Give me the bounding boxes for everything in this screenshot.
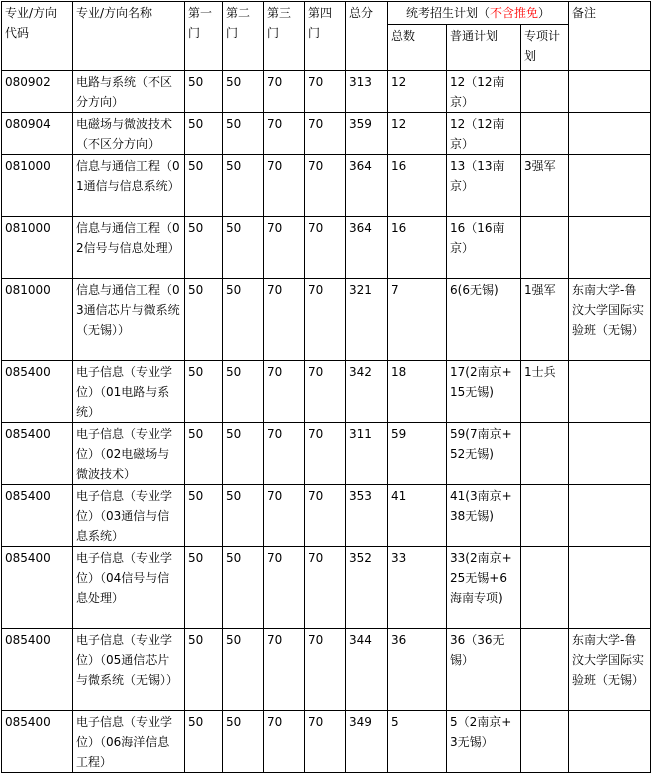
cell-plan-total: 33 <box>388 547 447 629</box>
cell-subject-4: 70 <box>305 113 346 155</box>
cell-subject-1: 50 <box>185 361 223 423</box>
admission-table <box>1 1 651 773</box>
cell-subject-1: 50 <box>185 711 223 773</box>
cell-plan-special <box>521 711 569 773</box>
cell-subject-3: 70 <box>264 113 305 155</box>
cell-subject-4: 70 <box>305 155 346 217</box>
cell-plan-regular: 13（13南京） <box>447 155 521 217</box>
cell-plan-special <box>521 113 569 155</box>
cell-name: 信息与通信工程（01通信与信息系统） <box>73 155 185 217</box>
cell-subject-2: 50 <box>223 629 264 711</box>
cell-subject-4: 70 <box>305 711 346 773</box>
cell-plan-total: 5 <box>388 711 447 773</box>
cell-subject-2: 50 <box>223 155 264 217</box>
table-row <box>2 711 651 773</box>
header-plan-red-text: 不含推免 <box>490 6 539 20</box>
cell-name: 电路与系统（不区分方向） <box>73 71 185 113</box>
cell-notes <box>569 485 651 547</box>
header-notes: 备注 <box>569 2 651 71</box>
header-enrollment-plan <box>388 2 569 25</box>
cell-subject-3: 70 <box>264 485 305 547</box>
header-subject-2: 第二门 <box>223 2 264 71</box>
cell-notes <box>569 361 651 423</box>
cell-total-score: 353 <box>346 485 388 547</box>
cell-subject-1: 50 <box>185 155 223 217</box>
cell-notes <box>569 423 651 485</box>
cell-code: 085400 <box>2 423 73 485</box>
header-subject-1: 第一门 <box>185 2 223 71</box>
table-row <box>2 485 651 547</box>
cell-code: 080902 <box>2 71 73 113</box>
cell-notes <box>569 547 651 629</box>
cell-name: 信息与通信工程（03通信芯片与微系统（无锡）） <box>73 279 185 361</box>
cell-subject-3: 70 <box>264 155 305 217</box>
cell-name: 电子信息（专业学位）（05通信芯片与微系统（无锡）） <box>73 629 185 711</box>
table-row <box>2 547 651 629</box>
cell-subject-1: 50 <box>185 423 223 485</box>
cell-code: 085400 <box>2 361 73 423</box>
cell-subject-4: 70 <box>305 485 346 547</box>
cell-total-score: 364 <box>346 217 388 279</box>
cell-code: 085400 <box>2 485 73 547</box>
cell-plan-special <box>521 547 569 629</box>
cell-plan-regular: 33(2南京+25无锡+6海南专项) <box>447 547 521 629</box>
table-row <box>2 279 651 361</box>
cell-subject-4: 70 <box>305 279 346 361</box>
cell-plan-special <box>521 485 569 547</box>
cell-subject-2: 50 <box>223 361 264 423</box>
cell-total-score: 364 <box>346 155 388 217</box>
cell-subject-1: 50 <box>185 629 223 711</box>
cell-subject-2: 50 <box>223 113 264 155</box>
cell-subject-3: 70 <box>264 361 305 423</box>
cell-subject-2: 50 <box>223 71 264 113</box>
cell-plan-total: 12 <box>388 71 447 113</box>
cell-plan-special <box>521 629 569 711</box>
cell-subject-4: 70 <box>305 361 346 423</box>
cell-name: 信息与通信工程（02信号与信息处理） <box>73 217 185 279</box>
header-name: 专业/方向名称 <box>73 2 185 71</box>
cell-total-score: 321 <box>346 279 388 361</box>
table-row <box>2 155 651 217</box>
cell-subject-4: 70 <box>305 629 346 711</box>
cell-plan-total: 16 <box>388 217 447 279</box>
cell-plan-total: 59 <box>388 423 447 485</box>
cell-subject-3: 70 <box>264 279 305 361</box>
cell-code: 085400 <box>2 547 73 629</box>
header-plan-regular: 普通计划 <box>447 25 521 71</box>
header-total-score: 总分 <box>346 2 388 71</box>
cell-code: 081000 <box>2 217 73 279</box>
header-code: 专业/方向代码 <box>2 2 73 71</box>
cell-plan-special: 3强军 <box>521 155 569 217</box>
cell-total-score: 313 <box>346 71 388 113</box>
cell-subject-1: 50 <box>185 113 223 155</box>
cell-plan-total: 16 <box>388 155 447 217</box>
cell-plan-special <box>521 71 569 113</box>
cell-notes <box>569 113 651 155</box>
table-row <box>2 217 651 279</box>
cell-code: 085400 <box>2 711 73 773</box>
cell-plan-total: 12 <box>388 113 447 155</box>
cell-plan-total: 7 <box>388 279 447 361</box>
cell-subject-4: 70 <box>305 547 346 629</box>
table-row <box>2 71 651 113</box>
cell-plan-regular: 36（36无锡） <box>447 629 521 711</box>
cell-subject-3: 70 <box>264 711 305 773</box>
table-row <box>2 423 651 485</box>
cell-subject-3: 70 <box>264 423 305 485</box>
cell-subject-2: 50 <box>223 711 264 773</box>
cell-subject-1: 50 <box>185 485 223 547</box>
cell-code: 081000 <box>2 279 73 361</box>
cell-subject-1: 50 <box>185 217 223 279</box>
cell-plan-regular: 12（12南京） <box>447 71 521 113</box>
header-subject-4: 第四门 <box>305 2 346 71</box>
header-plan-prefix: 统考招生计划（ <box>405 6 490 20</box>
table-row <box>2 629 651 711</box>
cell-plan-special: 1士兵 <box>521 361 569 423</box>
table-row <box>2 361 651 423</box>
header-plan-suffix: ） <box>538 6 551 20</box>
cell-subject-4: 70 <box>305 423 346 485</box>
cell-total-score: 342 <box>346 361 388 423</box>
cell-notes <box>569 155 651 217</box>
cell-subject-1: 50 <box>185 547 223 629</box>
cell-plan-total: 41 <box>388 485 447 547</box>
cell-subject-2: 50 <box>223 279 264 361</box>
cell-notes: 东南大学-鲁汶大学国际实验班（无锡） <box>569 279 651 361</box>
cell-subject-3: 70 <box>264 629 305 711</box>
cell-subject-2: 50 <box>223 485 264 547</box>
cell-code: 081000 <box>2 155 73 217</box>
cell-plan-regular: 59(7南京+52无锡) <box>447 423 521 485</box>
cell-notes <box>569 217 651 279</box>
cell-code: 085400 <box>2 629 73 711</box>
cell-name: 电子信息（专业学位）（02电磁场与微波技术） <box>73 423 185 485</box>
cell-subject-3: 70 <box>264 71 305 113</box>
cell-total-score: 344 <box>346 629 388 711</box>
table-row <box>2 113 651 155</box>
cell-plan-regular: 12（12南京） <box>447 113 521 155</box>
header-subject-3: 第三门 <box>264 2 305 71</box>
cell-notes <box>569 71 651 113</box>
cell-plan-regular: 5（2南京+3无锡） <box>447 711 521 773</box>
cell-subject-3: 70 <box>264 547 305 629</box>
cell-subject-2: 50 <box>223 423 264 485</box>
header-plan-special: 专项计划 <box>521 25 569 71</box>
cell-total-score: 311 <box>346 423 388 485</box>
header-plan-total: 总数 <box>388 25 447 71</box>
cell-name: 电子信息（专业学位）（04信号与信息处理） <box>73 547 185 629</box>
cell-notes <box>569 711 651 773</box>
cell-total-score: 352 <box>346 547 388 629</box>
cell-plan-total: 36 <box>388 629 447 711</box>
cell-name: 电子信息（专业学位）（06海洋信息工程） <box>73 711 185 773</box>
cell-subject-2: 50 <box>223 217 264 279</box>
cell-plan-total: 18 <box>388 361 447 423</box>
cell-total-score: 359 <box>346 113 388 155</box>
cell-plan-regular: 6(6无锡) <box>447 279 521 361</box>
cell-name: 电磁场与微波技术（不区分方向） <box>73 113 185 155</box>
cell-notes: 东南大学-鲁汶大学国际实验班（无锡） <box>569 629 651 711</box>
cell-subject-4: 70 <box>305 217 346 279</box>
cell-plan-regular: 41(3南京+38无锡) <box>447 485 521 547</box>
cell-plan-special <box>521 217 569 279</box>
cell-plan-regular: 16（16南京） <box>447 217 521 279</box>
cell-subject-2: 50 <box>223 547 264 629</box>
cell-name: 电子信息（专业学位）（01电路与系统） <box>73 361 185 423</box>
cell-plan-regular: 17(2南京+15无锡) <box>447 361 521 423</box>
cell-name: 电子信息（专业学位）（03通信与信息系统） <box>73 485 185 547</box>
cell-plan-special: 1强军 <box>521 279 569 361</box>
cell-plan-special <box>521 423 569 485</box>
cell-subject-3: 70 <box>264 217 305 279</box>
cell-total-score: 349 <box>346 711 388 773</box>
cell-subject-4: 70 <box>305 71 346 113</box>
cell-subject-1: 50 <box>185 71 223 113</box>
cell-code: 080904 <box>2 113 73 155</box>
cell-subject-1: 50 <box>185 279 223 361</box>
